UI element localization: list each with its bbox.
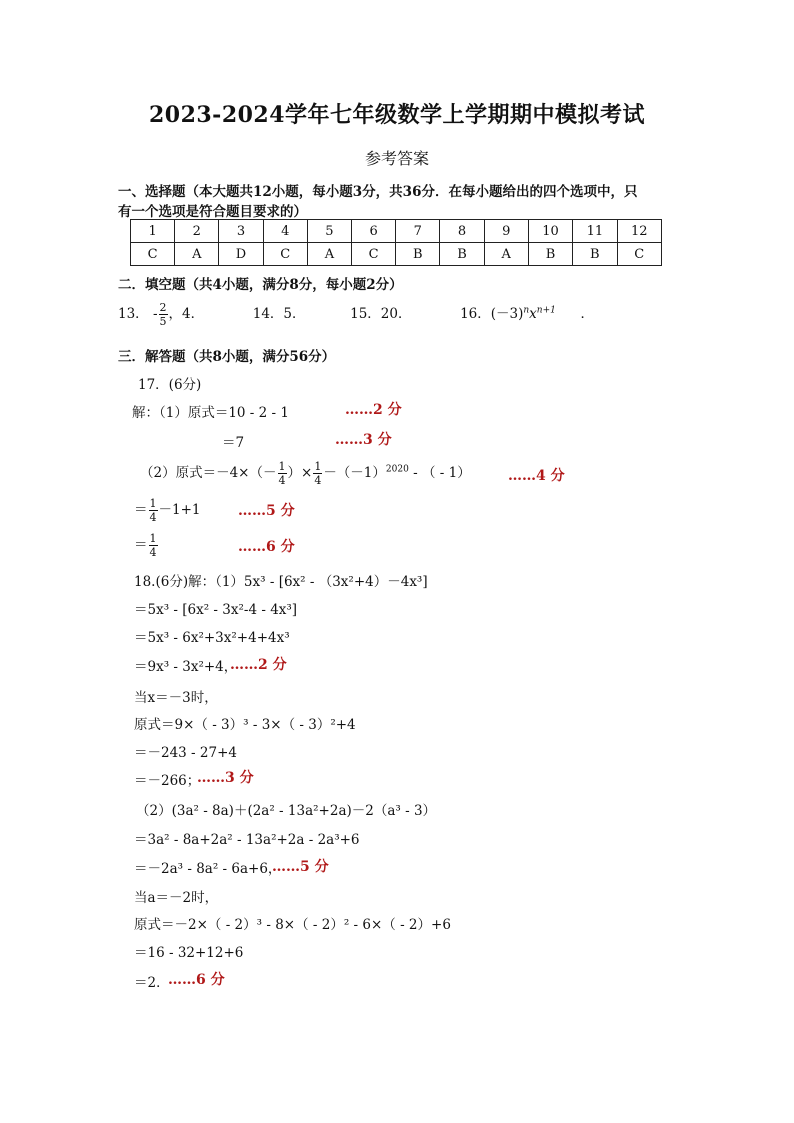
answer-cell: B (528, 243, 572, 266)
question-number-cell: 10 (528, 220, 572, 243)
q18-line8: ＝－266； (134, 773, 201, 789)
q13-label: 13． (118, 306, 149, 322)
q18-line12: 当a＝－2时， (134, 890, 219, 906)
q18-line11: ＝－2a³ - 8a² - 6a+6， (134, 861, 282, 877)
q17-l3-part-a: （2）原式＝－4×（－ (140, 465, 277, 481)
q17-l5-eq: ＝ (134, 537, 148, 553)
answer-cell: A (307, 243, 351, 266)
question-number-cell: 1 (131, 220, 175, 243)
q17-line1: 解：（1）原式＝10 - 2 - 1 (132, 405, 289, 421)
q17-label: 17．(6分) (138, 377, 202, 393)
q18-line5: 当x＝－3时， (134, 690, 218, 706)
q18-score-a: ……2 分 (230, 657, 287, 673)
question-number-cell: 8 (440, 220, 484, 243)
section1-heading-line1: 一、选择题（本大题共12小题，每小题3分，共36分．在每小题给出的四个选项中，只 (118, 184, 638, 200)
question-number-cell: 2 (175, 220, 219, 243)
q17-line2: ＝7 (222, 435, 245, 451)
question-number-cell: 12 (617, 220, 661, 243)
q17-f4-num: 1 (149, 532, 157, 545)
answer-cell: C (131, 243, 175, 266)
question-number-cell: 5 (307, 220, 351, 243)
section3-heading: 三．解答题（共8小题，满分56分） (118, 349, 336, 365)
question-number-cell: 4 (263, 220, 307, 243)
q16-label: 16．(－3) (460, 306, 524, 322)
q16-end: ． (580, 306, 594, 322)
q18-score-b: ……3 分 (197, 770, 254, 786)
document-subtitle: 参考答案 (364, 149, 429, 168)
q17-f2-den: 4 (314, 474, 322, 487)
q17-score4: ……5 分 (238, 503, 295, 519)
q17-f4-den: 4 (149, 546, 157, 559)
q16-x: x (529, 306, 537, 322)
q18-line9: （2）(3a² - 8a)＋(2a² - 13a²+2a)－2（a³ - 3） (136, 803, 437, 819)
q17-fraction2 (313, 461, 322, 486)
q17-f1-den: 4 (278, 474, 286, 487)
q16-exp-n1: n+1 (536, 305, 556, 316)
answer-cell: A (484, 243, 528, 266)
q14-answer: 14．5． (252, 306, 306, 322)
q16-exp-n: n (523, 305, 530, 316)
question-number-cell: 9 (484, 220, 528, 243)
answer-cell: B (440, 243, 484, 266)
q17-score5: ……6 分 (238, 539, 295, 555)
q17-l3-part-c: －（－1） (323, 465, 386, 481)
fill-answers-line (118, 302, 594, 327)
q17-f3-den: 4 (149, 511, 157, 524)
q17-l3-part-b: ）× (287, 465, 313, 481)
q17-l4-rest: －1+1 (158, 502, 201, 518)
q17-score2: ……3 分 (335, 432, 392, 448)
question-number-cell: 3 (219, 220, 263, 243)
q18-line2: ＝5x³ - [6x² - 3x²-4 - 4x³] (134, 602, 298, 618)
q18-line6: 原式＝9×（ - 3）³ - 3×（ - 3）²+4 (134, 717, 356, 733)
q17-l4-eq: ＝ (134, 502, 148, 518)
q18-score-d: ……6 分 (168, 972, 225, 988)
q17-line4 (134, 498, 201, 523)
q18-line10: ＝3a² - 8a+2a² - 13a²+2a - 2a³+6 (134, 832, 360, 848)
q17-f2-num: 1 (314, 460, 322, 473)
q13-fraction (159, 302, 168, 327)
q17-f3-num: 1 (149, 497, 157, 510)
q13-denominator: 5 (159, 315, 167, 328)
q15-answer: 15．20． (350, 306, 412, 322)
q17-fraction1 (278, 461, 287, 486)
document-title: 2023-2024学年七年级数学上学期期中模拟考试 (148, 102, 646, 128)
answer-table (130, 219, 662, 266)
question-number-cell: 11 (573, 220, 617, 243)
q13-numerator: 2 (159, 301, 167, 314)
q18-line13: 原式＝－2×（ - 2）³ - 8×（ - 2）² - 6×（ - 2）+6 (134, 917, 451, 933)
q18-line3: ＝5x³ - 6x²+3x²+4+4x³ (134, 630, 290, 646)
answer-cell: C (617, 243, 661, 266)
q17-l3-part-d: - （ - 1） (408, 465, 471, 481)
q17-score1: ……2 分 (345, 402, 402, 418)
answer-cell: D (219, 243, 263, 266)
q17-line3 (140, 461, 471, 486)
answer-cell: C (263, 243, 307, 266)
answer-cell: A (175, 243, 219, 266)
q18-line7: ＝－243 - 27+4 (134, 745, 237, 761)
question-number-cell: 6 (352, 220, 396, 243)
q18-line15: ＝2． (134, 975, 170, 991)
q17-fraction3 (149, 498, 158, 523)
q18-line1: 18.(6分)解：（1）5x³ - [6x² - （3x²+4）－4x³] (134, 574, 428, 590)
q13-rest: ，4． (168, 306, 205, 322)
q13-sign: - (152, 306, 158, 322)
question-number-cell: 7 (396, 220, 440, 243)
answer-cell: C (352, 243, 396, 266)
q17-l3-exponent: 2020 (385, 464, 409, 475)
q18-score-c: ……5 分 (272, 859, 329, 875)
answer-cell: B (573, 243, 617, 266)
section1-heading-line2: 有一个选项是符合题目要求的） (118, 204, 307, 220)
q18-line4: ＝9x³ - 3x²+4， (134, 659, 238, 675)
q18-line14: ＝16 - 32+12+6 (134, 945, 244, 961)
answer-cell: B (396, 243, 440, 266)
answer-table-number-row (131, 220, 662, 243)
section2-heading: 二．填空题（共4小题，满分8分，每小题2分） (118, 277, 403, 293)
q17-fraction4 (149, 533, 158, 558)
q17-line5 (134, 533, 159, 558)
answer-table-answer-row (131, 243, 662, 266)
q17-f1-num: 1 (278, 460, 286, 473)
q17-score3: ……4 分 (508, 468, 565, 484)
